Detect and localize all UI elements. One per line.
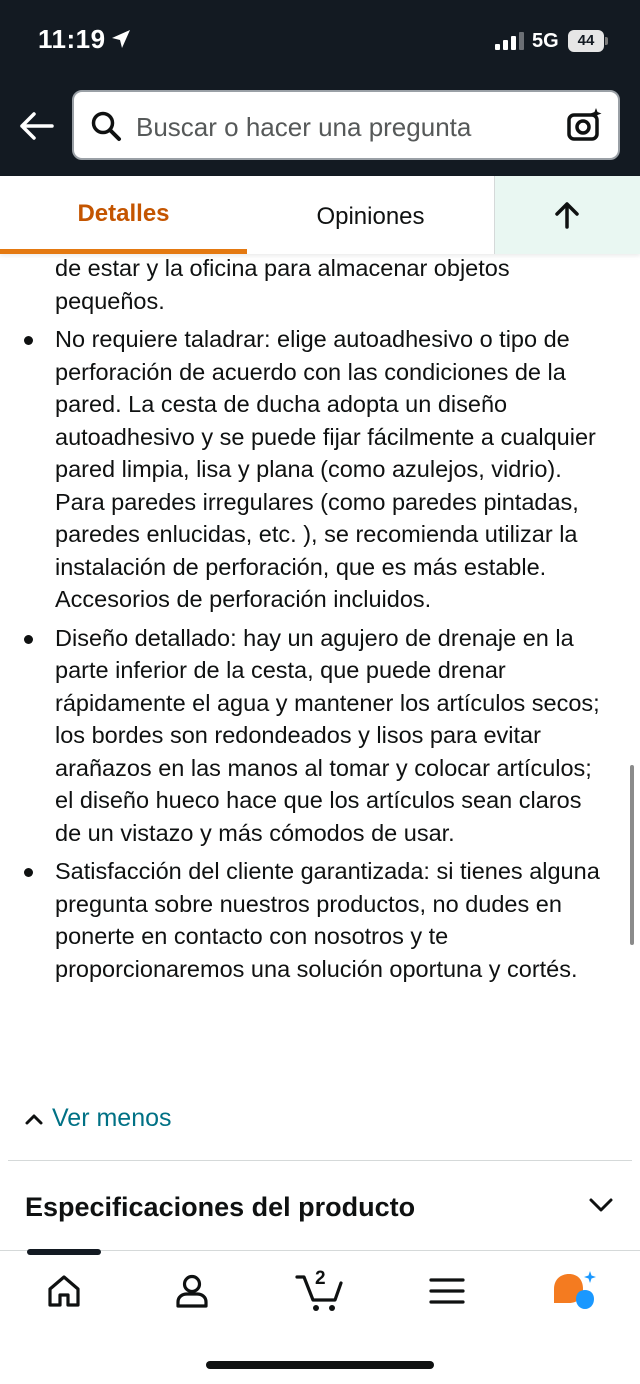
product-details — [0, 254, 640, 1250]
battery-icon — [568, 30, 608, 52]
specs-title: Especificaciones del producto — [25, 1192, 416, 1222]
network-label: 5G — [532, 30, 559, 52]
home-indicator — [206, 1361, 434, 1369]
list-item — [55, 323, 614, 616]
list-item — [55, 622, 614, 850]
search-input[interactable] — [72, 90, 620, 160]
feature-bullets — [0, 254, 640, 985]
bottom-nav — [0, 1250, 640, 1384]
search-icon — [90, 110, 122, 142]
home-icon[interactable] — [44, 1271, 84, 1311]
active-nav-indicator — [27, 1249, 101, 1255]
status-time: 11:19 — [38, 24, 106, 54]
location-arrow-icon — [110, 28, 132, 50]
specs-section-header[interactable] — [0, 1174, 640, 1244]
arrow-up-icon — [552, 200, 582, 230]
camera-search-icon[interactable] — [566, 106, 604, 144]
battery-level: 44 — [568, 30, 604, 52]
rufus-assistant-icon[interactable] — [550, 1269, 600, 1315]
bullet-text: Diseño detallado: hay un agujero de drenaje en la parte inferior de la cesta, que puede drenar rápidamente el agua y mantener los artículos secos; los bordes son redondeados y lisos para evitar arañazos en las manos al tomar y colocar artículos; el diseño hueco hace que los artículos sean claros de un vistazo y más cómodos de usar. — [55, 624, 600, 846]
tab-details-label: Detalles — [77, 200, 170, 227]
tab-details[interactable] — [0, 176, 247, 254]
chevron-up-icon — [24, 1112, 44, 1126]
tab-reviews[interactable] — [247, 176, 494, 254]
search-placeholder: Buscar o hacer una pregunta — [136, 112, 472, 142]
back-arrow-icon[interactable] — [16, 106, 56, 146]
bullet-dot — [24, 868, 33, 877]
see-less-label: Ver menos — [52, 1104, 172, 1132]
tab-bar — [0, 176, 640, 254]
list-item — [55, 855, 614, 985]
signal-icon — [495, 32, 525, 50]
bullet-text: Satisfacción del cliente garantizada: si tienes alguna pregunta sobre nuestros productos, no dudes en ponerte en contacto con nosotros y te proporcionaremos una solución oportuna y cortés. — [55, 858, 600, 982]
scrollbar[interactable] — [630, 765, 634, 945]
bullet-dot — [24, 635, 33, 644]
divider — [8, 1160, 632, 1161]
tab-reviews-label: Opiniones — [316, 203, 425, 230]
chevron-down-icon — [588, 1196, 614, 1214]
cart-count: 2 — [315, 1268, 326, 1289]
active-tab-indicator — [0, 249, 247, 254]
user-icon[interactable] — [172, 1271, 212, 1311]
see-less-link[interactable] — [24, 1104, 172, 1133]
list-item: de estar y la oficina para almacenar objetos pequeños. — [55, 255, 510, 314]
bullet-dot — [24, 336, 33, 345]
scroll-to-top-button[interactable] — [494, 176, 640, 254]
top-bar — [0, 0, 640, 176]
menu-icon[interactable] — [428, 1275, 466, 1307]
bullet-text: No requiere taladrar: elige autoadhesivo o tipo de perforación de acuerdo con las condiciones de la pared. La cesta de ducha adopta un diseño autoadhesivo y se puede fijar fácilmente a cualquier pared limpia, lisa y plana (como azulejos, vidrio). Para paredes irregulares (como paredes pintadas, paredes enlucidas, etc. ), se recomienda utilizar la instalación de perforación, que es más estable. Accesorios de perforación incluidos. — [55, 326, 596, 612]
